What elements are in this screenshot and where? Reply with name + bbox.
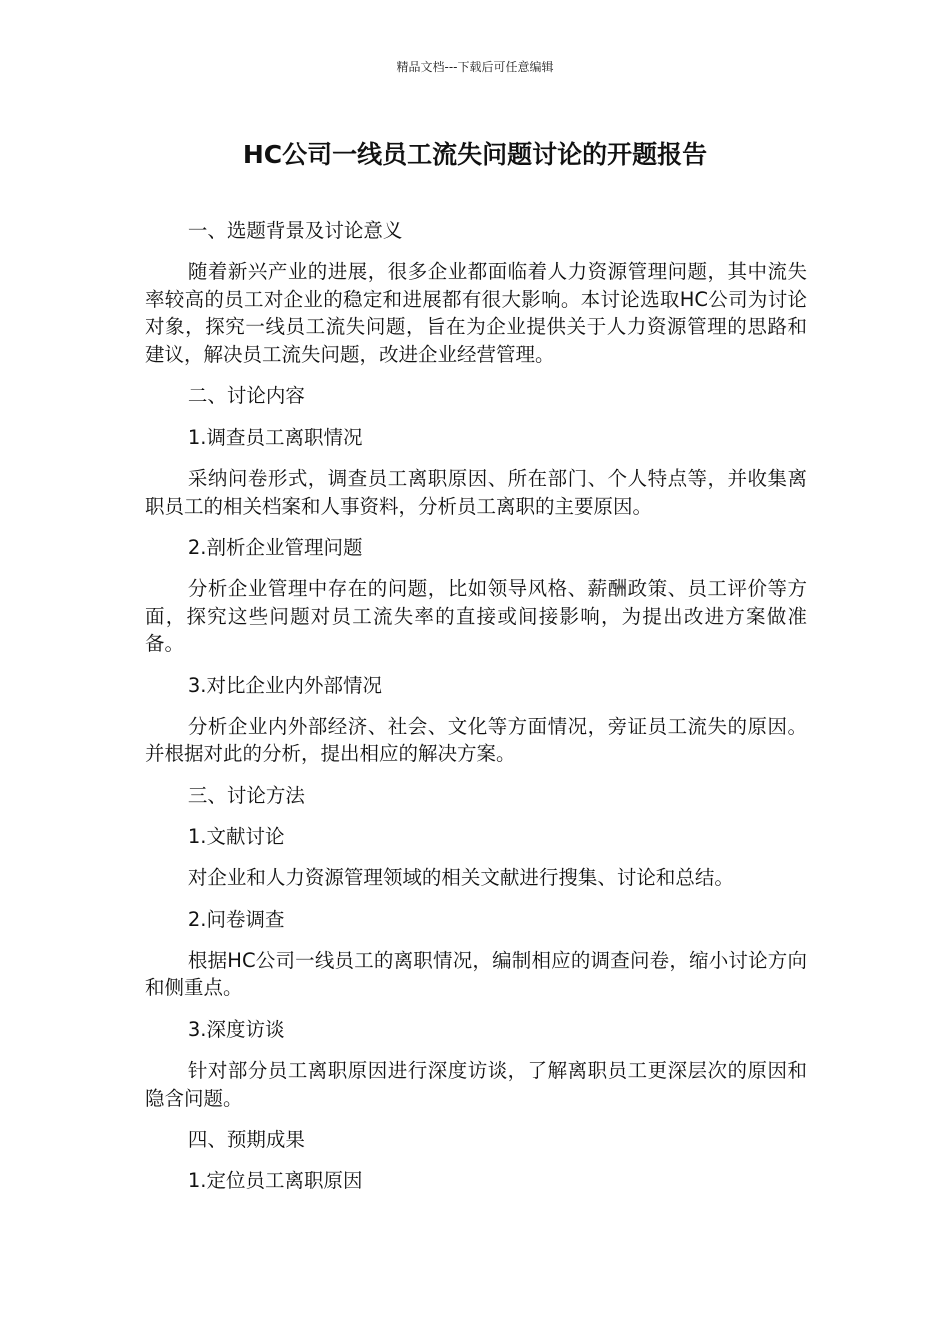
subheading-literature: 1.文献讨论	[187, 824, 285, 848]
subheading-questionnaire: 2.问卷调查	[187, 907, 285, 931]
subheading-locate-causes: 1.定位员工离职原因	[187, 1169, 363, 1193]
section-heading-content: 二、讨论内容	[187, 384, 305, 408]
subheading-interview: 3.深度访谈	[187, 1017, 285, 1041]
paragraph-management-issues: 分析企业管理中存在的问题，比如领导风格、薪酬政策、员工评价等方面，探究这些问题对员工流失率的直接或间接影响，为提出改进方案做准备。	[145, 577, 807, 656]
subheading-management-issues: 2.剖析企业管理问题	[187, 535, 363, 559]
header-note: 精品文档---下载后可任意编辑	[396, 60, 554, 74]
document-body	[145, 217, 807, 1208]
paragraph-questionnaire: 根据HC公司一线员工的离职情况，编制相应的调查问卷，缩小讨论方向和侧重点。	[145, 948, 807, 1000]
paragraph-background: 随着新兴产业的进展，很多企业都面临着人力资源管理问题，其中流失率较高的员工对企业的稳定和进展都有很大影响。本讨论选取HC公司为讨论对象，探究一线员工流失问题，旨在为企业提供关于人力资源管理的思路和建议，解决员工流失问题，改进企业经营管理。	[145, 260, 807, 367]
paragraph-internal-external: 分析企业内外部经济、社会、文化等方面情况，旁证员工流失的原因。并根据对此的分析，提出相应的解决方案。	[145, 714, 807, 766]
section-heading-background: 一、选题背景及讨论意义	[187, 219, 403, 242]
subheading-internal-external: 3.对比企业内外部情况	[187, 673, 382, 697]
section-heading-methods: 三、讨论方法	[187, 783, 305, 807]
section-heading-outcomes: 四、预期成果	[187, 1127, 305, 1151]
paragraph-interview: 针对部分员工离职原因进行深度访谈，了解离职员工更深层次的原因和隐含问题。	[145, 1058, 807, 1110]
subheading-survey-resignation: 1.调查员工离职情况	[187, 425, 363, 449]
paragraph-survey-resignation: 采纳问卷形式，调查员工离职原因、所在部门、个人特点等，并收集离职员工的相关档案和人事资料，分析员工离职的主要原因。	[145, 466, 807, 518]
paragraph-literature: 对企业和人力资源管理领域的相关文献进行搜集、讨论和总结。	[187, 866, 734, 890]
document-title: HC公司一线员工流失问题讨论的开题报告	[242, 140, 708, 169]
